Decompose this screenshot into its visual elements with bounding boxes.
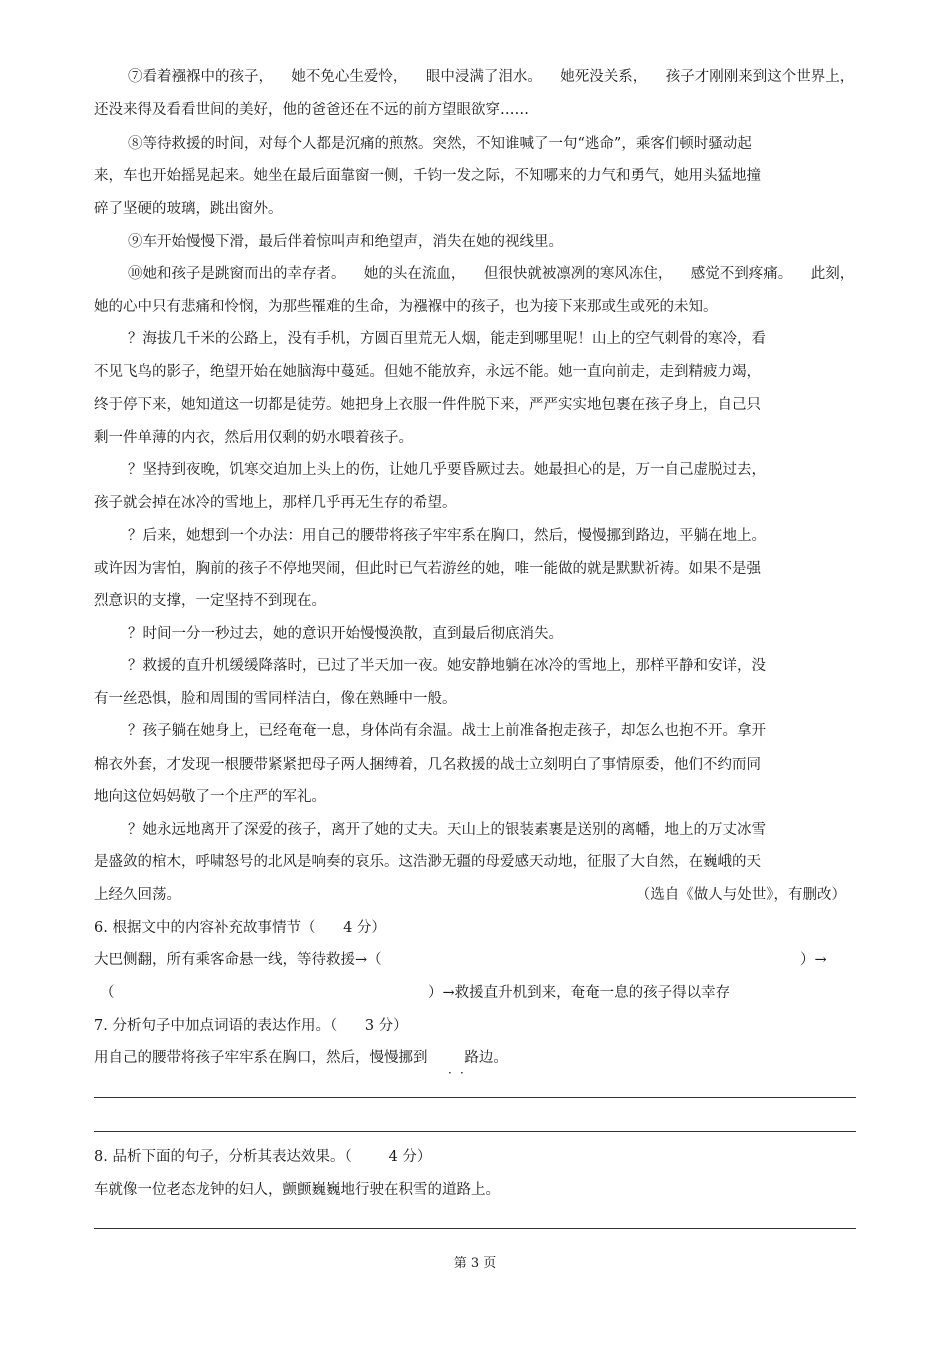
paragraph-10-line-1: ⑩她和孩子是跳窗而出的幸存者。 她的头在流血， 但很快就被凛冽的寒风冻住， 感觉不到疼痛。 此刻， — [128, 266, 855, 282]
paragraph-15-line-2: 有一丝恐惧，脸和周围的雪同样洁白，像在熟睡中一般。 — [94, 691, 457, 707]
paragraph-11-line-2: 不见飞鸟的影子，绝望开始在她脑海中蔓延。但她不能放弃，永远不能。她一直向前走，走到精疲力竭， — [94, 364, 761, 380]
paragraph-7-line-1: ⑦看着襁褓中的孩子， 她不免心生爱怜， 眼中浸满了泪水。 她死没关系， 孩子才刚刚来到这个世界上， — [128, 69, 855, 85]
paragraph-8-line-1: ⑧等待救援的时间，对每个人都是沉痛的煎熬。突然，不知谁喊了一句“逃命”，乘客们顿时骚动起 — [128, 136, 752, 152]
question-6-line-2-end: ）→救援直升机到来，奄奄一息的孩子得以幸存 — [428, 985, 731, 1001]
question-8-sentence: 车就像一位老态龙钟的妇人，颤颤巍巍地行驶在积雪的道路上。 — [94, 1182, 500, 1198]
paragraph-12-line-2: 孩子就会掉在冰冷的雪地上，那样几乎再无生存的希望。 — [94, 495, 457, 511]
question-6-line-1-end: ）→ — [800, 952, 827, 968]
paragraph-16-line-3: 地向这位妈妈敬了一个庄严的军礼。 — [94, 789, 326, 805]
paragraph-17-line-1: ？她永远地离开了深爱的孩子，离开了她的丈夫。天山上的银装素裹是送别的离幡，地上的万丈冰雪 — [128, 822, 766, 838]
paragraph-16-line-1: ？孩子躺在她身上，已经奄奄一息，身体尚有余温。战士上前准备抱走孩子，却怎么也抱不开。拿开 — [128, 723, 766, 739]
paragraph-9-line-1: ⑨车开始慢慢下滑，最后伴着惊叫声和绝望声，消失在她的视线里。 — [128, 234, 563, 250]
paragraph-16-line-2: 棉衣外套，才发现一根腰带紧紧把母子两人捆缚着，几名救援的战士立刻明白了事情原委，他们不约而同 — [94, 757, 761, 773]
question-8-prompt: 8. 品析下面的句子，分析其表达效果。（ 4 分） — [94, 1149, 432, 1165]
emphasis-dots: ．． — [448, 1062, 479, 1076]
source-citation: （选自《做人与处世》，有删改） — [635, 887, 846, 903]
paragraph-13-line-1: ？后来，她想到一个办法：用自己的腰带将孩子牢牢系在胸口，然后，慢慢挪到路边，平躺在地上。 — [128, 528, 766, 544]
paragraph-17-line-2: 是盛敛的棺木，呼啸怒号的北风是响奏的哀乐。这浩渺无疆的母爱感天动地，征服了大自然，在巍峨的天 — [94, 854, 761, 870]
question-7-prompt: 7. 分析句子中加点词语的表达作用。（ 3 分） — [94, 1018, 408, 1034]
answer-line-2[interactable] — [94, 1131, 856, 1132]
paragraph-13-line-3: 烈意识的支撑，一定坚持不到现在。 — [94, 593, 326, 609]
paragraph-14-line-1: ？时间一分一秒过去，她的意识开始慢慢涣散，直到最后彻底消失。 — [128, 626, 563, 642]
paragraph-17-line-3: 上经久回荡。 — [94, 887, 181, 903]
paragraph-13-line-2: 或许因为害怕，胸前的孩子不停地哭闹，但此时已气若游丝的她，唯一能做的就是默默祈祷。如果不是强 — [94, 561, 761, 577]
question-6-line-1-start: 大巴侧翻，所有乘客命悬一线，等待救援→（ — [94, 952, 382, 968]
page-number: 第 3 页 — [453, 1256, 497, 1271]
question-7-sentence: 用自己的腰带将孩子牢牢系在胸口，然后，慢慢挪到 路边。 — [94, 1050, 508, 1066]
question-6-line-2-start: （ — [100, 985, 115, 1001]
paragraph-8-line-2: 来，车也开始摇晃起来。她坐在最后面靠窗一侧，千钧一发之际，不知哪来的力气和勇气，她用头猛地撞 — [94, 168, 761, 184]
paragraph-12-line-1: ？坚持到夜晚，饥寒交迫加上头上的伤，让她几乎要昏厥过去。她最担心的是，万一自己虚脱过去， — [128, 462, 766, 478]
paragraph-11-line-1: ？海拔几千米的公路上，没有手机，方圆百里荒无人烟，能走到哪里呢！山上的空气刺骨的寒冷，看 — [128, 331, 766, 347]
paragraph-11-line-3: 终于停下来，她知道这一切都是徒劳。她把身上衣服一件件脱下来，严严实实地包裹在孩子身上，自己只 — [94, 397, 761, 413]
paragraph-15-line-1: ？救援的直升机缓缓降落时，已过了半天加一夜。她安静地躺在冰冷的雪地上，那样平静和安详，没 — [128, 658, 766, 674]
question-6-prompt: 6. 根据文中的内容补充故事情节（ 4 分） — [94, 920, 386, 936]
paragraph-10-line-2: 她的心中只有悲痛和怜悯，为那些罹难的生命，为襁褓中的孩子，也为接下来那或生或死的未知。 — [94, 299, 718, 315]
paragraph-7-line-2: 还没来得及看看世间的美好，他的爸爸还在不远的前方望眼欲穿…… — [94, 102, 529, 118]
paragraph-8-line-3: 碎了坚硬的玻璃，跳出窗外。 — [94, 201, 283, 217]
paragraph-11-line-4: 剩一件单薄的内衣，然后用仅剩的奶水喂着孩子。 — [94, 430, 413, 446]
answer-line-3[interactable] — [94, 1228, 856, 1229]
answer-line-1[interactable] — [94, 1097, 856, 1098]
